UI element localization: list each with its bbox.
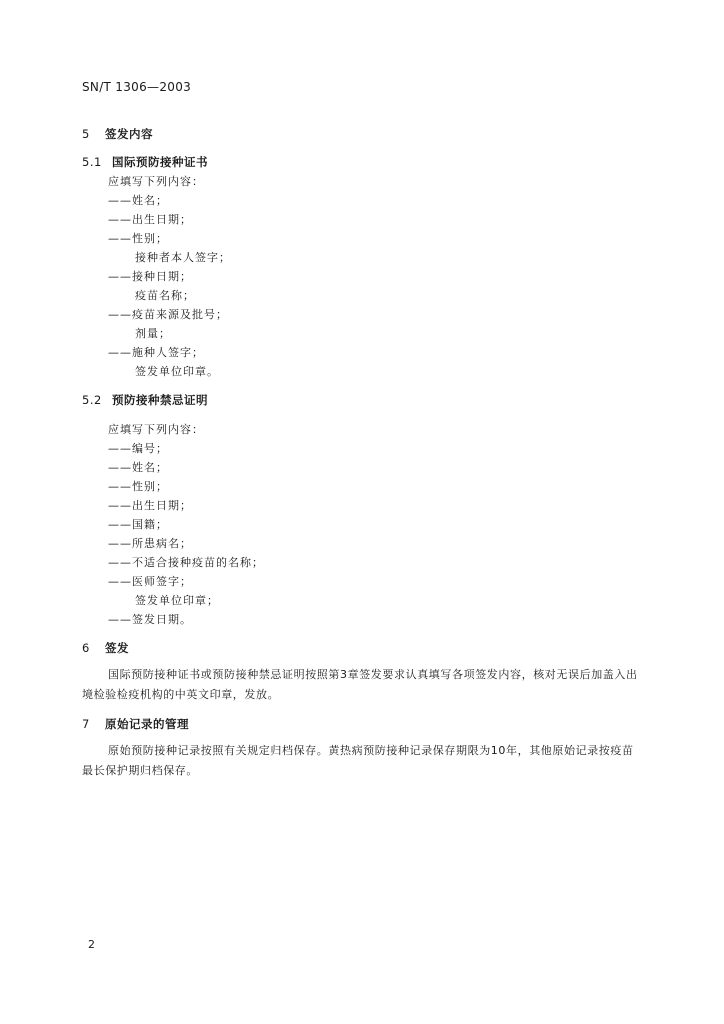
list-item: ——接种日期； [108,270,192,283]
list-item: ——所患病名； [108,537,192,550]
section-5-1-intro: 应填写下列内容： [108,175,204,188]
paragraph-text: 国际预防接种证书或预防接种禁忌证明按照第3章签发要求认真填写各项签发内容，核对无误后加盖入出境检验检疫机构的中英文印章，发放。 [82,668,638,701]
list-item: 剂量； [135,327,171,340]
list-item: ——出生日期； [108,213,192,226]
section-number: 5 [82,127,90,141]
list-item: ——性别； [108,480,168,493]
section-number: 6 [82,641,90,655]
standard-number-header: SN/T 1306—2003 [82,80,192,94]
section-title: 签发 [105,641,129,655]
list-item: ——疫苗来源及批号； [108,308,228,321]
section-title: 原始记录的管理 [105,717,189,731]
section-number: 5.1 [82,155,102,169]
list-item: 签发单位印章。 [135,365,219,378]
list-item: ——出生日期； [108,499,192,512]
list-item: ——国籍； [108,518,168,531]
list-item: ——签发日期。 [108,613,192,626]
section-7-paragraph [82,741,644,781]
list-item: ——性别； [108,232,168,245]
list-item: ——编号； [108,442,168,455]
section-5-2-intro: 应填写下列内容： [108,423,204,436]
paragraph-text: 原始预防接种记录按照有关规定归档保存。黄热病预防接种记录保存期限为10年，其他原始记录按疫苗最长保护期归档保存。 [82,744,634,777]
section-title: 国际预防接种证书 [112,155,208,169]
section-6-heading [82,640,129,656]
list-item: ——姓名； [108,194,168,207]
section-number: 5.2 [82,393,102,407]
list-item: 疫苗名称； [135,289,195,302]
list-item: 签发单位印章； [135,594,219,607]
section-5-heading [82,126,153,142]
page-number: 2 [88,938,95,951]
list-item: ——姓名； [108,461,168,474]
section-6-paragraph [82,665,644,705]
list-item: ——不适合接种疫苗的名称； [108,556,264,569]
section-title: 签发内容 [105,127,153,141]
section-7-heading [82,716,189,732]
section-title: 预防接种禁忌证明 [112,393,208,407]
section-5-2-heading [82,392,208,408]
section-number: 7 [82,717,90,731]
list-item: ——医师签字； [108,575,192,588]
list-item: 接种者本人签字； [135,251,231,264]
list-item: ——施种人签字； [108,346,204,359]
section-5-1-heading [82,154,208,170]
